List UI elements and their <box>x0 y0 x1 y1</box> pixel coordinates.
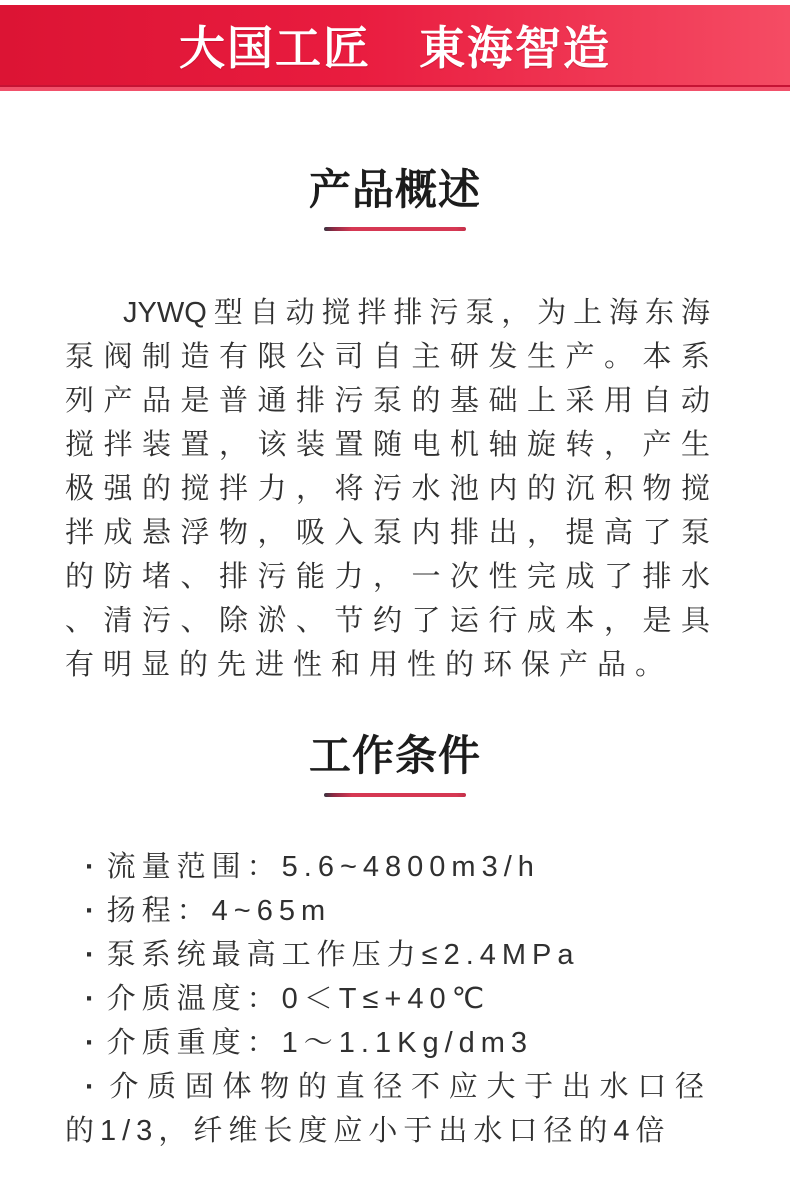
condition-item <box>65 1065 710 1109</box>
bullet-icon: · <box>85 939 101 971</box>
overview-section <box>0 166 790 687</box>
condition-item <box>65 889 710 933</box>
condition-item <box>65 1021 710 1065</box>
paragraph-line: JYWQ型自动搅拌排污泵，为上海东海 <box>123 297 710 329</box>
paragraph-line: 拌成悬浮物，吸入泵内排出，提高了泵 <box>65 517 710 549</box>
condition-item-text: 介质重度：1～1.1Kg/dm3 <box>106 1027 534 1059</box>
conditions-heading: 工作条件 <box>308 732 481 779</box>
paragraph-line: 列产品是普通排污泵的基础上采用自动 <box>65 385 710 417</box>
conditions-section <box>0 732 790 1153</box>
bullet-icon: · <box>85 1071 101 1103</box>
condition-item-text: 介质温度：0＜T≤+40℃ <box>106 983 491 1015</box>
bullet-icon: · <box>85 895 101 927</box>
overview-heading: 产品概述 <box>308 166 481 213</box>
bullet-icon: · <box>85 983 101 1015</box>
brand-banner <box>0 5 790 87</box>
banner-title: 大国工匠 東海智造 <box>179 22 611 74</box>
paragraph-line: 搅拌装置，该装置随电机轴旋转，产生 <box>65 429 710 461</box>
paragraph-line: 、清污、除淤、节约了运行成本，是具 <box>65 605 710 637</box>
conditions-heading-underline <box>324 793 466 797</box>
condition-item-continuation: 的1/3，纤维长度应小于出水口径的4倍 <box>65 1115 671 1147</box>
banner-bottom-strip <box>0 87 790 91</box>
paragraph-line: 有明显的先进性和用性的环保产品。 <box>65 649 674 681</box>
overview-paragraph <box>65 291 710 687</box>
condition-item <box>65 977 710 1021</box>
condition-item <box>65 845 710 889</box>
conditions-list <box>65 845 710 1153</box>
paragraph-line: 泵阀制造有限公司自主研发生产。本系 <box>65 341 710 373</box>
bullet-icon: · <box>85 851 101 883</box>
condition-item-text: 介质固体物的直径不应大于出水口径 <box>106 1071 710 1103</box>
paragraph-line: 极强的搅拌力，将污水池内的沉积物搅 <box>65 473 710 505</box>
bullet-icon: · <box>85 1027 101 1059</box>
condition-item <box>65 933 710 977</box>
condition-item-text: 泵系统最高工作压力≤2.4MPa <box>106 939 580 971</box>
condition-item-text: 流量范围：5.6~4800m3/h <box>106 851 540 883</box>
overview-heading-underline <box>324 227 466 231</box>
paragraph-line: 的防堵、排污能力，一次性完成了排水 <box>65 561 710 593</box>
condition-item-text: 扬程：4~65m <box>106 895 332 927</box>
